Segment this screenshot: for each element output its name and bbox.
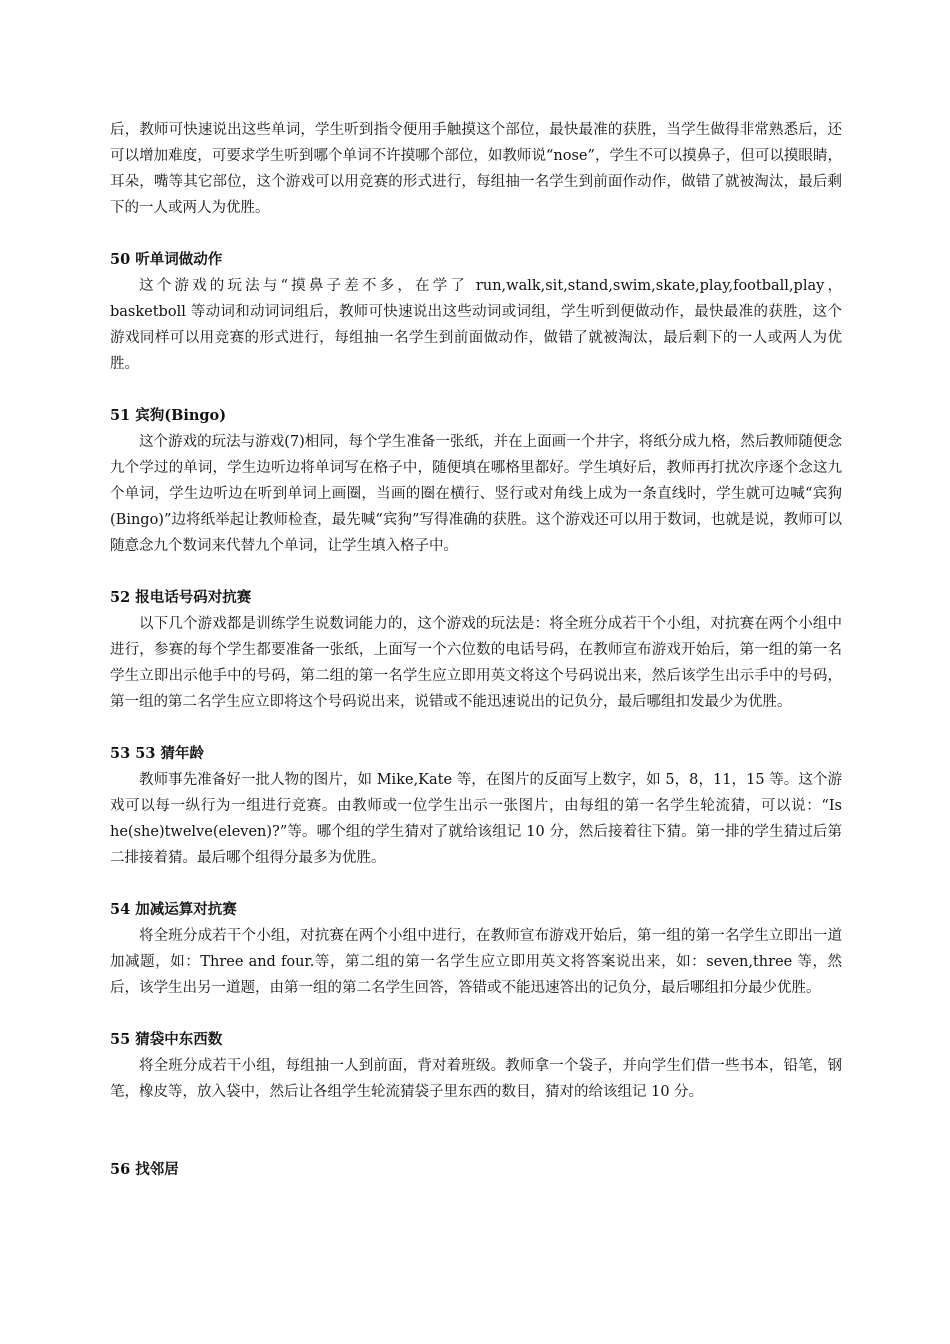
section-heading-53: 53 53 猜年龄 [110, 745, 204, 762]
spacer [110, 559, 842, 585]
spacer [110, 221, 842, 247]
section-body-51: 这个游戏的玩法与游戏(7)相同，每个学生准备一张纸，并在上面画一个井字，将纸分成九格，然后教师随便念九个学过的单词，学生边听边将单词写在格子中，随便填在哪格里都好。学生填好后，教师再打扰次序逐个念这九个单词，学生边听边在听到单词上画圈，当画的圈在横行、竖行或对角线上成为一条直线时，学生就可边喊“宾狗(Bingo)”边将纸举起让教师检查，最先喊“宾狗”写得准确的获胜。这个游戏还可以用于数词，也就是说，教师可以随意念九个数词来代替九个单词，让学生填入格子中。 [110, 434, 842, 554]
spacer [110, 715, 842, 741]
spacer [110, 377, 842, 403]
document-page [110, 117, 842, 1183]
section-heading-52: 52 报电话号码对抗赛 [110, 589, 252, 606]
section-heading-54: 54 加减运算对抗赛 [110, 901, 237, 918]
section-body-52: 以下几个游戏都是训练学生说数词能力的，这个游戏的玩法是：将全班分成若干个小组，对抗赛在两个小组中进行，参赛的每个学生都要准备一张纸，上面写一个六位数的电话号码，在教师宣布游戏开始后，第一组的第一名学生立即出示他手中的号码，第二组的第一名学生应立即用英文将这个号码说出来，然后该学生出示手中的号码，第一组的第二名学生应立即将这个号码说出来，说错或不能迅速说出的记负分，最后哪组扣发最少为优胜。 [110, 616, 842, 710]
section-body-54: 将全班分成若干个小组，对抗赛在两个小组中进行，在教师宣布游戏开始后，第一组的第一名学生立即出一道加减题，如：Three and four.等，第二组的第一名学生应立即用英文将答案说出来，如：seven,three 等，然后，该学生出另一道题，由第一组的第二名学生回答，答错或不能迅速答出的记负分，最后哪组扣分最少优胜。 [110, 928, 842, 996]
spacer [110, 1001, 842, 1027]
section-heading-56: 56 找邻居 [110, 1161, 179, 1178]
section-heading-50: 50 听单词做动作 [110, 251, 223, 268]
section-heading-51: 51 宾狗(Bingo) [110, 407, 227, 424]
section-heading-55: 55 猜袋中东西数 [110, 1031, 223, 1048]
section-body-55: 将全班分成若干小组，每组抽一人到前面，背对着班级。教师拿一个袋子，并向学生们借一些书本，铅笔，钢笔，橡皮等，放入袋中，然后让各组学生轮流猜袋子里东西的数目，猜对的给该组记 10 分。 [110, 1058, 842, 1100]
section-body-50: 这个游戏的玩法与“摸鼻子差不多，在学了 run,walk,sit,stand,swim,skate,play,football,play，basketboll 等动词和动词词组后，教师可快速说出这些动词或词组，学生听到便做动作，最快最准的获胜，这个游戏同样可以用竞赛的形式进行，每组抽一名学生到前面做动作，做错了就被淘汰，最后剩下的一人或两人为优胜。 [110, 278, 842, 372]
intro-paragraph: 后，教师可快速说出这些单词，学生听到指令便用手触摸这个部位，最快最准的获胜，当学生做得非常熟悉后，还可以增加难度，可要求学生听到哪个单词不许摸哪个部位，如教师说“nose”，学生不可以摸鼻子，但可以摸眼睛，耳朵，嘴等其它部位，这个游戏可以用竞赛的形式进行，每组抽一名学生到前面作动作，做错了就被淘汰，最后剩下的一人或两人为优胜。 [110, 122, 842, 216]
spacer [110, 871, 842, 897]
spacer [110, 1105, 842, 1157]
section-body-53: 教师事先准备好一批人物的图片，如 Mike,Kate 等，在图片的反面写上数字，如 5，8，11，15 等。这个游戏可以每一纵行为一组进行竞赛。由教师或一位学生出示一张图片，由每组的第一名学生轮流猜，可以说：“Is he(she)twelve(eleven)?”等。哪个组的学生猜对了就给该组记 10 分，然后接着往下猜。第一排的学生猜过后第二排接着猜。最后哪个组得分最多为优胜。 [110, 772, 842, 866]
